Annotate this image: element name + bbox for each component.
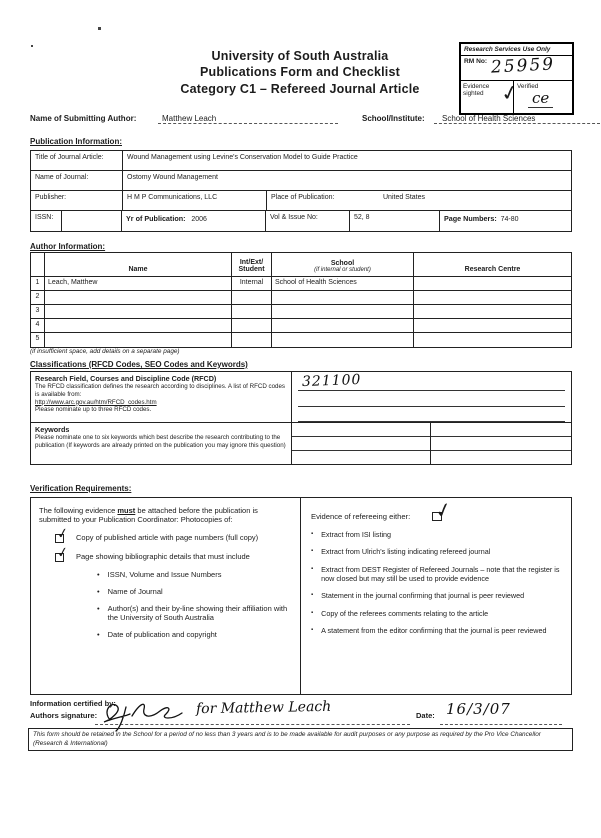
list-item-text: A statement from the editor confirming that the journal is peer reviewed (321, 626, 547, 636)
list-item (311, 626, 561, 635)
evidence-check-item-1 (55, 525, 292, 543)
rfcd-title: Research Field, Courses and Discipline Code (RFCD) (35, 374, 217, 383)
bullet-icon: • (97, 570, 100, 579)
intro-must: must (117, 506, 136, 515)
rfcd-code-line (298, 390, 565, 391)
list-item-text: Extract from ISI listing (321, 530, 392, 539)
submitting-author-value: Matthew Leach (158, 114, 338, 124)
table-row (31, 151, 571, 171)
rfcd-code-value: 321100 (301, 371, 362, 391)
retention-note-box: This form should be retained in the School for a period of no less than 3 years and is to be made available for audit purposes or any purpose as required by the Pro Vice Chancellor (Research & International) (28, 728, 573, 751)
checkmark-icon: ✓ (432, 496, 455, 524)
author-research-centre (414, 291, 571, 304)
author-name (45, 333, 232, 347)
rfcd-codes-url: http://www.arc.gov.au/htm/RFCD_codes.htm (35, 398, 157, 406)
author-int-ext (232, 319, 272, 332)
bullet-icon: ▪ (311, 531, 314, 537)
bullet-icon: • (97, 586, 100, 596)
evidence-check-item-2 (55, 544, 292, 562)
verification-box (30, 497, 572, 695)
keywords-description-cell (31, 423, 292, 464)
submitting-author-label: Name of Submitting Author: (30, 114, 137, 123)
vol-issue-value: 52, 8 (350, 211, 440, 231)
list-item (311, 565, 561, 584)
int-ext-line1: Int/Ext/ (239, 258, 264, 266)
author-name (45, 319, 232, 332)
name-column-header: Name (45, 253, 232, 276)
evidence-verified-row (461, 81, 572, 113)
row-number: 2 (31, 291, 45, 304)
keywords-desc: Please nominate one to six keywords which best describe the research contributing to the publication (If keywords are already printed on the publication you may ignore this question) (35, 434, 286, 449)
author-info-table (30, 252, 572, 348)
school-header-line1: School (330, 259, 355, 267)
scan-noise-mark (98, 27, 101, 30)
classifications-heading: Classifications (RFCD Codes, SEO Codes and Keywords) (30, 360, 248, 369)
row-number-header (31, 253, 45, 276)
school-institute-label: School/Institute: (362, 114, 425, 123)
article-title-value: Wound Management using Levine's Conservation Model to Guide Practice (127, 154, 358, 161)
list-item-text: Name of Journal (107, 586, 163, 596)
research-services-box (459, 42, 574, 115)
keywords-title: Keywords (35, 425, 70, 434)
table-row (31, 171, 571, 191)
refereeing-heading-text: Evidence of refereeing either: (311, 512, 411, 521)
title-line-3: Category C1 – Refereed Journal Article (180, 81, 420, 96)
author-row-2 (31, 291, 571, 305)
table-row (31, 211, 571, 231)
journal-name-label: Name of Journal: (31, 171, 123, 190)
verified-cell (513, 81, 572, 113)
author-row-3 (31, 305, 571, 319)
rfcd-codes-field (292, 372, 571, 422)
author-int-ext: Internal (232, 277, 272, 290)
publication-info-heading: Publication Information: (30, 137, 122, 146)
verification-right-column (301, 498, 571, 694)
author-school (272, 319, 414, 332)
author-int-ext (232, 305, 272, 318)
bibliographic-details-list (97, 570, 292, 640)
author-name (45, 291, 232, 304)
check-item-1-label: Copy of published article with page numbers (full copy) (76, 533, 259, 542)
list-item (311, 547, 561, 556)
author-research-centre (414, 319, 571, 332)
bullet-icon: • (97, 603, 100, 613)
author-school (272, 333, 414, 347)
checkbox-full-copy (55, 525, 71, 543)
keywords-grid (292, 423, 571, 464)
keywords-section (30, 423, 572, 465)
author-name (45, 305, 232, 318)
author-research-centre (414, 305, 571, 318)
verified-value: ce (528, 89, 553, 108)
list-item-text: Author(s) and their by-line showing their affiliation with the University of South Australia (107, 603, 288, 623)
evidence-sighted-cell (461, 79, 522, 113)
keyword-cell (431, 423, 571, 437)
rfcd-code-line (298, 406, 565, 407)
rm-number-row (461, 56, 572, 81)
scan-noise-mark (31, 45, 33, 47)
rfcd-desc-2: Please nominate up to three RFCD codes. (35, 406, 152, 414)
date-line (440, 724, 562, 725)
submitting-author-row (30, 114, 575, 128)
list-item (97, 630, 292, 640)
place-of-publication-value: United States (383, 194, 426, 201)
author-research-centre (414, 333, 571, 347)
list-item-text: Extract from DEST Register of Refereed Journals – note that the register is now closed but may still be used to provide evidence (321, 564, 560, 584)
bullet-icon: ▪ (311, 592, 314, 599)
school-institute-value: School of Health Sciences (434, 114, 600, 124)
publication-info-table (30, 150, 572, 232)
author-name: Leach, Matthew (45, 277, 232, 290)
place-of-publication-label: Place of Publication: (271, 194, 335, 201)
int-ext-line2: Student (238, 266, 265, 274)
year-cell (122, 211, 266, 231)
author-school (272, 291, 414, 304)
research-centre-column-header: Research Centre (464, 266, 521, 274)
int-ext-column-header (232, 253, 272, 276)
insufficient-space-note: (if insufficient space, add details on a separate page) (30, 348, 180, 355)
list-item (97, 604, 292, 624)
bullet-icon: ▪ (311, 609, 314, 616)
check-item-2-label: Page showing bibliographic details that must include (76, 552, 250, 561)
author-row-4 (31, 319, 571, 333)
vol-issue-label: Vol & Issue No: (266, 211, 350, 231)
bullet-icon: ▪ (311, 627, 314, 634)
rm-number-label: RM No: (464, 58, 488, 65)
author-info-heading: Author Information: (30, 242, 106, 251)
school-column-header (272, 253, 414, 276)
intro-pre: The following evidence (39, 506, 118, 515)
list-item-text: ISSN, Volume and Issue Numbers (107, 570, 222, 579)
date-label: Date: (416, 711, 435, 720)
list-item (311, 591, 561, 600)
list-item (311, 530, 561, 539)
bullet-icon: ▪ (311, 548, 314, 555)
verified-label: Verified (517, 83, 539, 90)
author-table-header (31, 253, 571, 277)
evidence-sighted-label: Evidence sighted (463, 83, 490, 98)
keyword-cell (292, 423, 430, 437)
row-number: 4 (31, 319, 45, 332)
row-number: 5 (31, 333, 45, 347)
journal-name-value: Ostomy Wound Management (127, 174, 218, 181)
pages-label: Page Numbers: (444, 214, 497, 223)
pages-cell (440, 211, 571, 231)
list-item-text: Statement in the journal confirming that journal is peer reviewed (321, 591, 525, 601)
keyword-cell (431, 451, 571, 464)
list-item (97, 587, 292, 597)
verification-heading: Verification Requirements: (30, 484, 132, 493)
list-item-text: Copy of the referees comments relating to the article (321, 608, 489, 618)
school-header-line2: (if internal or student) (314, 267, 371, 274)
list-item (311, 609, 561, 618)
office-use-header: Research Services Use Only (461, 44, 572, 56)
date-value: 16/3/07 (446, 700, 511, 718)
author-school (272, 305, 414, 318)
keywords-grid-col2 (431, 423, 571, 464)
article-title-label: Title of Journal Article: (31, 151, 123, 170)
author-row-5 (31, 333, 571, 347)
rm-number-value: 25959 (490, 54, 556, 78)
author-int-ext (232, 291, 272, 304)
author-research-centre (414, 277, 571, 290)
rfcd-description-cell (31, 372, 292, 422)
refereeing-evidence-heading (311, 496, 561, 524)
pages-value: 74-80 (500, 216, 519, 223)
keyword-cell (292, 437, 430, 451)
keyword-cell (292, 451, 430, 464)
form-title (118, 48, 482, 97)
year-value: 2006 (191, 216, 207, 223)
author-int-ext (232, 333, 272, 347)
rfcd-desc-1: The RFCD classification defines the research according to disciplines. A list of RFCD codes is available from: (35, 383, 286, 398)
row-number: 3 (31, 305, 45, 318)
verification-left-column (31, 498, 301, 694)
authors-signature-label: Authors signature: (30, 711, 98, 720)
author-school: School of Health Sciences (272, 277, 414, 290)
checkbox-refereeing (432, 496, 455, 524)
author-row-1 (31, 277, 571, 291)
list-item (97, 570, 292, 580)
signature-text: for Matthew Leach (195, 698, 332, 718)
checkmark-icon: ✓ (55, 525, 71, 543)
publisher-value: H M P Communications, LLC (123, 191, 267, 210)
issn-value (62, 211, 122, 231)
verification-intro (39, 506, 292, 524)
keywords-grid-col1 (292, 423, 431, 464)
bullet-icon: ▪ (311, 565, 314, 572)
publisher-label: Publisher: (31, 191, 123, 210)
list-item-text: Extract from Ulrich's listing indicating refereed journal (321, 547, 491, 557)
rfcd-section (30, 371, 572, 423)
checkmark-icon: ✓ (55, 544, 71, 562)
title-line-2: Publications Form and Checklist (200, 65, 400, 80)
bullet-icon: • (97, 630, 100, 639)
year-label: Yr of Publication: (126, 214, 186, 223)
rfcd-code-line (298, 421, 565, 422)
checkbox-bibliographic (55, 544, 71, 562)
row-number: 1 (31, 277, 45, 290)
table-row (31, 191, 571, 211)
intro-post: be attached before the publication is submitted to your Publication Coordinator: Photocopies of: (39, 506, 258, 524)
information-certified-label: Information certified by: (30, 699, 116, 708)
evidence-sighted-check-icon: ✓ (499, 79, 522, 107)
issn-label: ISSN: (31, 211, 62, 231)
keyword-cell (431, 437, 571, 451)
title-line-1: University of South Australia (211, 49, 389, 63)
list-item-text: Date of publication and copyright (107, 630, 217, 639)
